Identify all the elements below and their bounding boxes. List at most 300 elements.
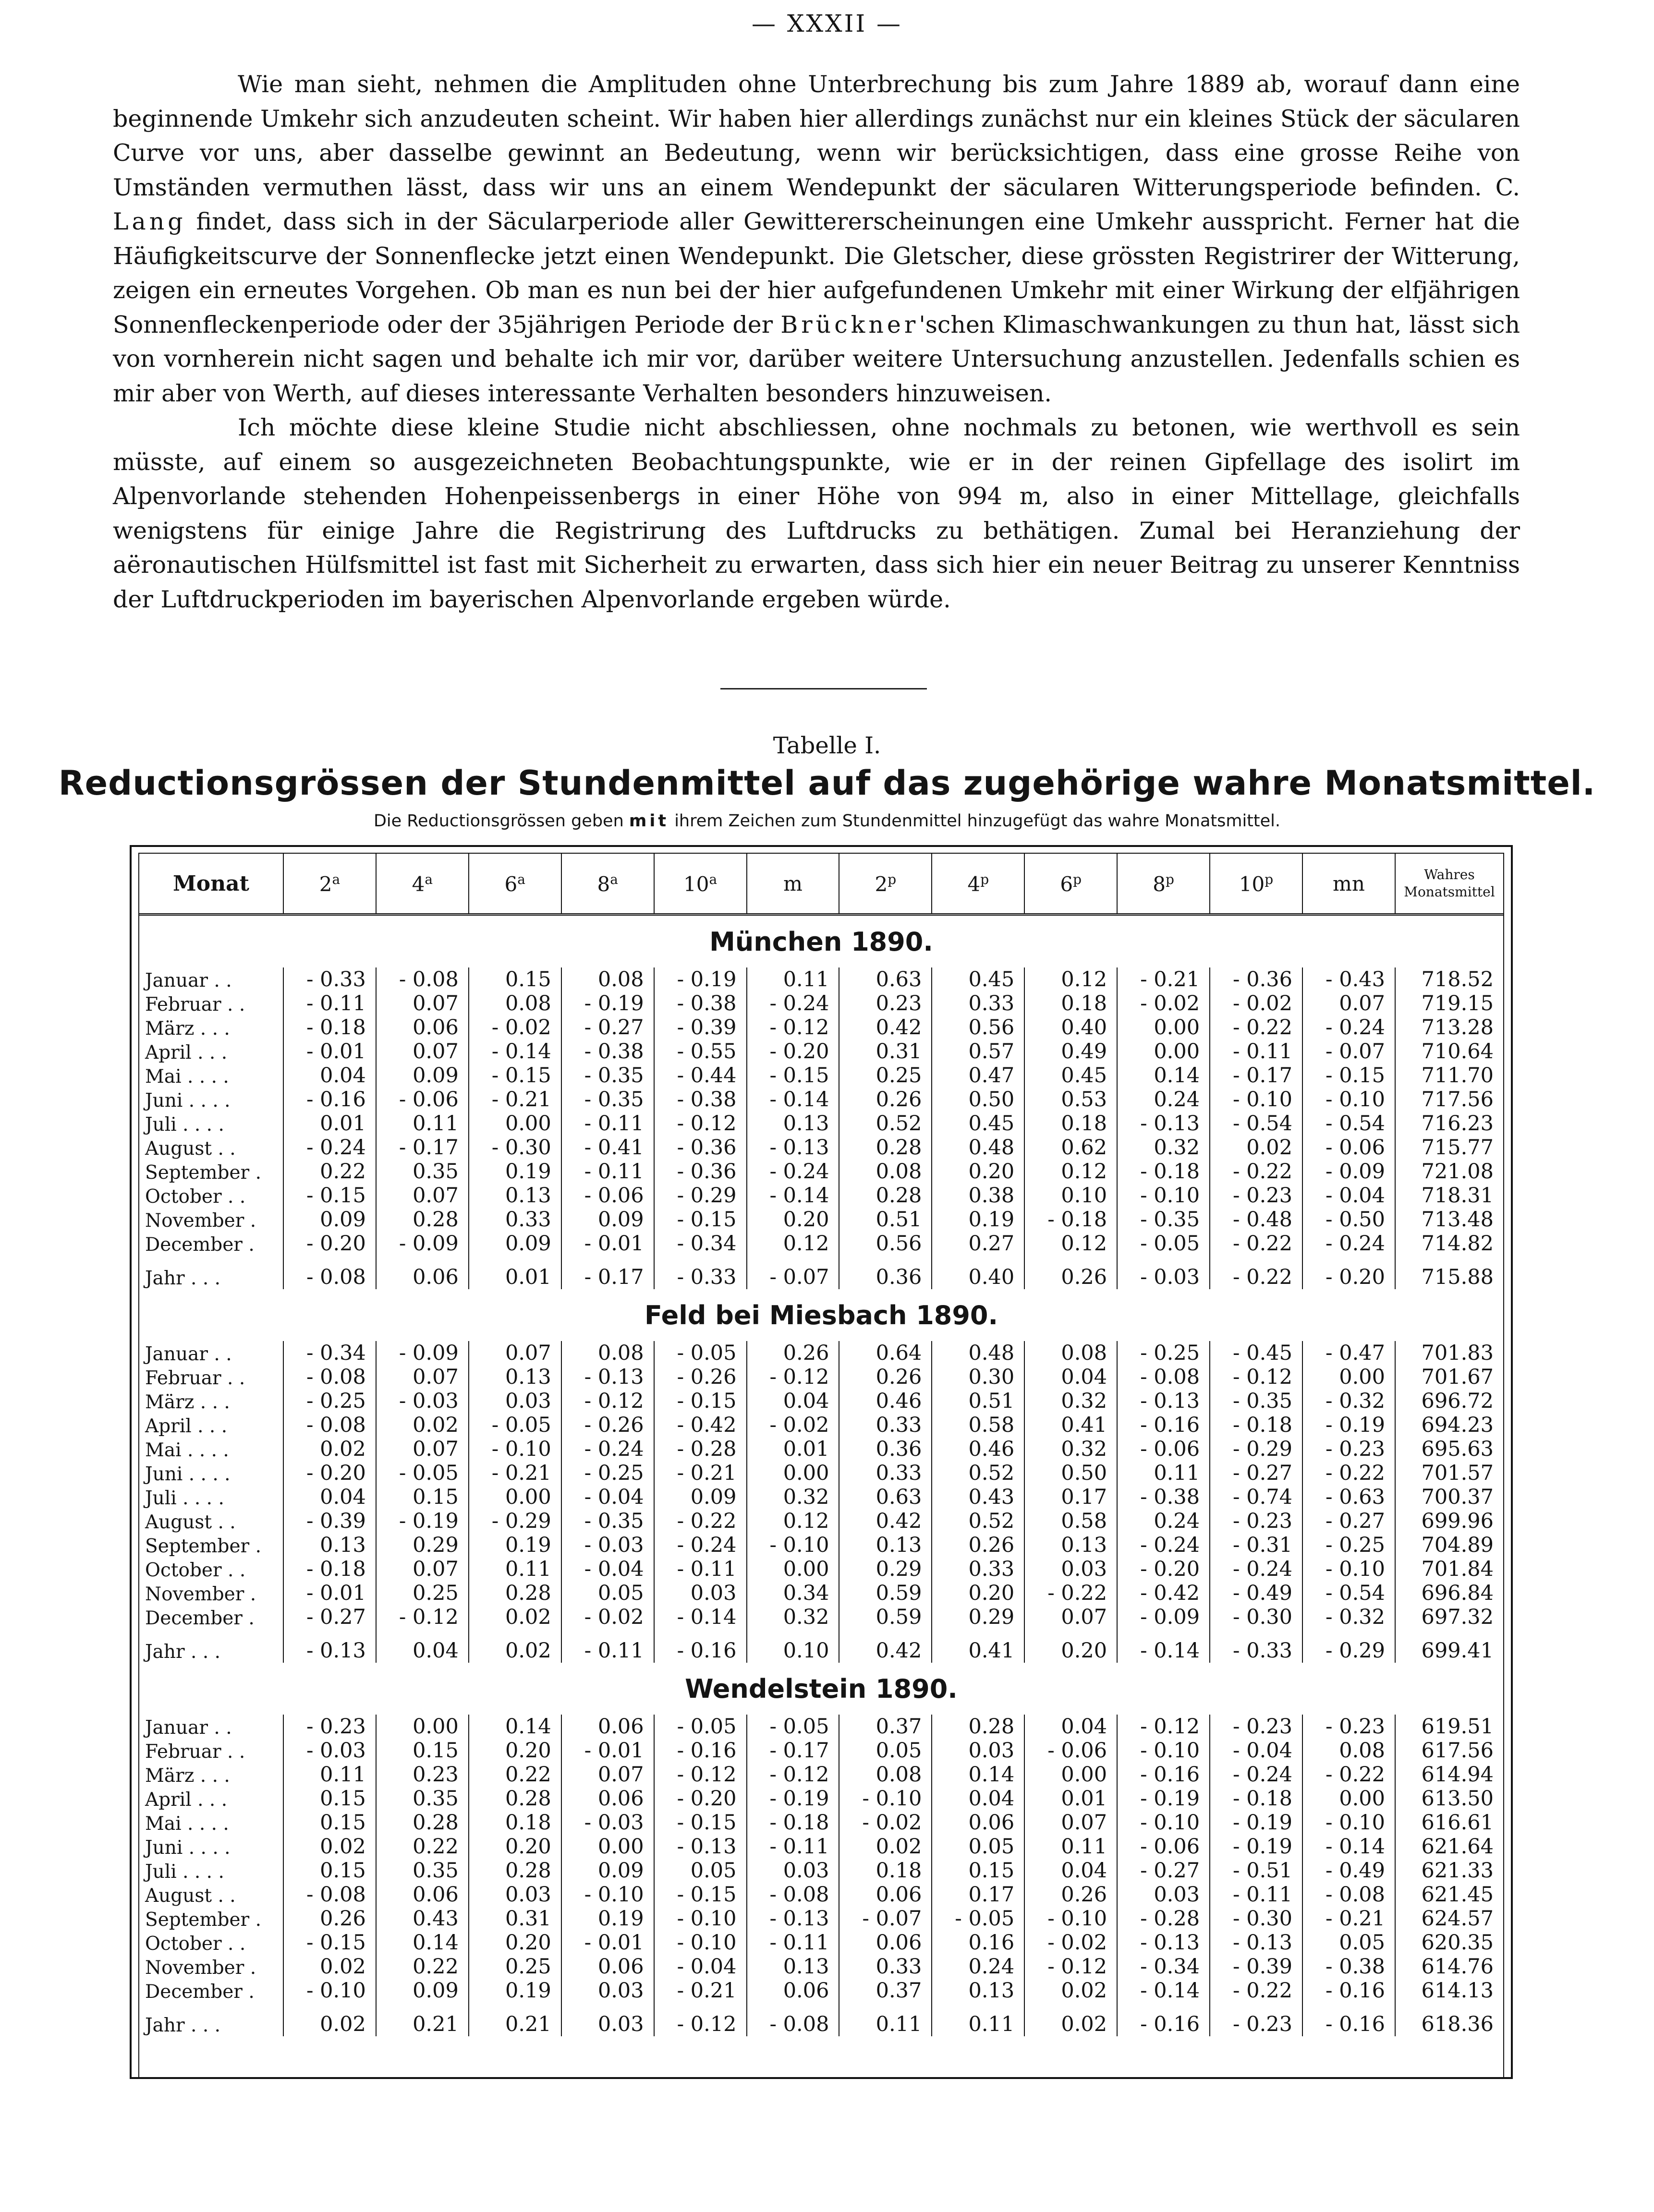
- year-value-cell: 0.02: [1024, 2003, 1117, 2036]
- value-cell: - 0.24: [747, 1160, 839, 1184]
- year-mean-cell: 715.88: [1421, 1265, 1494, 1289]
- value-cell: - 0.08: [747, 1883, 839, 1907]
- value-cell: - 0.19: [1302, 1413, 1395, 1437]
- value-cell: 0.24: [932, 1955, 1024, 1979]
- value-cell: 0.02: [1024, 1979, 1117, 2003]
- table-row: [139, 1811, 1503, 1835]
- month-cell: Januar . .: [139, 1715, 283, 1739]
- header-2a-sup: a: [332, 871, 341, 887]
- value-cell: 0.64: [839, 1341, 932, 1365]
- value-cell: - 0.19: [376, 1509, 469, 1533]
- monthly-mean-cell: 696.72: [1421, 1389, 1494, 1413]
- value-cell: - 0.19: [1210, 1835, 1302, 1859]
- value-cell: - 0.27: [1210, 1461, 1302, 1485]
- monthly-mean-cell: 711.70: [1421, 1064, 1494, 1088]
- value-cell: - 0.13: [747, 1907, 839, 1931]
- month-cell: November .: [139, 1208, 283, 1232]
- value-cell: - 0.05: [654, 1715, 747, 1739]
- header-6p-num: 6: [1060, 872, 1073, 896]
- table-row: [139, 1136, 1503, 1160]
- value-cell: 0.09: [376, 1064, 469, 1088]
- value-cell: 0.13: [932, 1979, 1024, 2003]
- value-cell: - 0.11: [747, 1835, 839, 1859]
- value-cell: - 0.08: [376, 967, 469, 991]
- value-cell: - 0.55: [654, 1040, 747, 1064]
- value-cell: 0.15: [283, 1811, 376, 1835]
- value-cell: 0.13: [469, 1365, 561, 1389]
- year-value-cell: 0.11: [932, 2003, 1024, 2036]
- value-cell: 0.20: [469, 1739, 561, 1763]
- value-cell: 0.34: [747, 1581, 839, 1605]
- value-cell: 0.09: [561, 1859, 654, 1883]
- value-cell: 0.24: [1117, 1088, 1210, 1112]
- value-cell: - 0.15: [654, 1389, 747, 1413]
- value-cell: - 0.20: [747, 1040, 839, 1064]
- header-8p-sup: p: [1166, 871, 1174, 887]
- year-value-cell: 0.36: [839, 1256, 932, 1289]
- value-cell: 0.05: [932, 1835, 1024, 1859]
- header-4a: [376, 854, 469, 915]
- value-cell: - 0.16: [1302, 1979, 1395, 2003]
- value-cell: - 0.24: [1302, 1232, 1395, 1256]
- value-cell: 0.52: [932, 1461, 1024, 1485]
- value-cell: 0.19: [932, 1208, 1024, 1232]
- year-value-cell: - 0.16: [1302, 2003, 1395, 2036]
- value-cell: - 0.38: [1302, 1955, 1395, 1979]
- value-cell: 0.48: [932, 1136, 1024, 1160]
- value-cell: 0.18: [1024, 991, 1117, 1015]
- year-value-cell: - 0.29: [1302, 1629, 1395, 1663]
- table-row: [139, 1341, 1503, 1365]
- value-cell: 0.25: [839, 1064, 932, 1088]
- month-cell: Juli . . . .: [139, 1485, 283, 1509]
- header-8a-sup: a: [610, 871, 618, 887]
- value-cell: 0.25: [469, 1955, 561, 1979]
- value-cell: 0.33: [839, 1413, 932, 1437]
- value-cell: - 0.49: [1302, 1859, 1395, 1883]
- monthly-mean-cell: 700.37: [1421, 1485, 1494, 1509]
- value-cell: - 0.16: [1117, 1413, 1210, 1437]
- year-value-cell: - 0.33: [654, 1256, 747, 1289]
- value-cell: 0.08: [1302, 1739, 1395, 1763]
- year-value-cell: 0.03: [561, 2003, 654, 2036]
- value-cell: - 0.11: [654, 1557, 747, 1581]
- value-cell: - 0.20: [1117, 1557, 1210, 1581]
- month-cell: September .: [139, 1907, 283, 1931]
- value-cell: 0.22: [376, 1835, 469, 1859]
- year-value-cell: 0.01: [469, 1256, 561, 1289]
- value-cell: - 0.29: [654, 1184, 747, 1208]
- value-cell: 0.53: [1024, 1088, 1117, 1112]
- value-cell: - 0.08: [283, 1883, 376, 1907]
- value-cell: 0.14: [1117, 1064, 1210, 1088]
- year-value-cell: - 0.07: [747, 1256, 839, 1289]
- value-cell: - 0.24: [283, 1136, 376, 1160]
- value-cell: - 0.15: [283, 1931, 376, 1955]
- year-value-cell: 0.10: [747, 1629, 839, 1663]
- value-cell: 0.56: [932, 1015, 1024, 1040]
- table-row: [139, 1835, 1503, 1859]
- monthly-mean-cell: 716.23: [1421, 1112, 1494, 1136]
- value-cell: - 0.23: [1302, 1437, 1395, 1461]
- header-2p-sup: p: [888, 871, 897, 887]
- value-cell: 0.07: [376, 991, 469, 1015]
- value-cell: 0.22: [469, 1763, 561, 1787]
- value-cell: 0.02: [283, 1955, 376, 1979]
- monthly-mean-cell: 619.51: [1421, 1715, 1494, 1739]
- value-cell: - 0.18: [1210, 1787, 1302, 1811]
- value-cell: 0.28: [469, 1787, 561, 1811]
- value-cell: 0.03: [654, 1581, 747, 1605]
- value-cell: 0.51: [932, 1389, 1024, 1413]
- value-cell: 0.15: [932, 1859, 1024, 1883]
- month-cell: Juni . . . .: [139, 1835, 283, 1859]
- header-10a: [654, 854, 747, 915]
- monthly-mean-cell: 721.08: [1421, 1160, 1494, 1184]
- value-cell: - 0.14: [654, 1605, 747, 1629]
- value-cell: - 0.05: [932, 1907, 1024, 1931]
- value-cell: 0.30: [932, 1365, 1024, 1389]
- table-row: [139, 1509, 1503, 1533]
- value-cell: - 0.20: [283, 1461, 376, 1485]
- value-cell: 0.32: [747, 1485, 839, 1509]
- header-4p: [932, 854, 1024, 915]
- station-row: [139, 1289, 1503, 1341]
- table-row: [139, 1979, 1503, 2003]
- value-cell: 0.07: [376, 1557, 469, 1581]
- value-cell: - 0.13: [1117, 1931, 1210, 1955]
- value-cell: 0.45: [1024, 1064, 1117, 1088]
- value-cell: 0.56: [839, 1232, 932, 1256]
- header-2p-num: 2: [875, 872, 888, 896]
- value-cell: - 0.35: [561, 1509, 654, 1533]
- value-cell: - 0.49: [1210, 1581, 1302, 1605]
- value-cell: 0.59: [839, 1605, 932, 1629]
- value-cell: - 0.10: [1117, 1811, 1210, 1835]
- value-cell: - 0.05: [376, 1461, 469, 1485]
- monthly-mean-cell: 620.35: [1421, 1931, 1494, 1955]
- value-cell: - 0.06: [376, 1088, 469, 1112]
- value-cell: - 0.15: [283, 1184, 376, 1208]
- monthly-mean-cell: 621.33: [1421, 1859, 1494, 1883]
- value-cell: - 0.10: [1302, 1557, 1395, 1581]
- value-cell: - 0.38: [654, 1088, 747, 1112]
- value-cell: - 0.25: [1302, 1533, 1395, 1557]
- table-row: [139, 1605, 1503, 1629]
- value-cell: 0.07: [561, 1763, 654, 1787]
- table-row: [139, 967, 1503, 991]
- month-cell: April . . .: [139, 1040, 283, 1064]
- table-row: [139, 1112, 1503, 1136]
- value-cell: 0.45: [932, 967, 1024, 991]
- value-cell: - 0.35: [561, 1088, 654, 1112]
- value-cell: - 0.15: [654, 1811, 747, 1835]
- paragraph-1-part-2: findet, dass sich in der Säcularperiode aller Gewittererscheinungen eine Umkehr ausspricht. Ferner hat die Häufigkeitscurve der Sonnenflecke jetzt einen Wendepunkt. Die Gletscher, diese grössten Registrirer der Witterung, zeigen ein erneutes Vorgehen. Ob man es nun bei der hier aufgefundenen Umkehr mit einer Wirkung der elfjährigen Sonnenfleckenperiode oder der 35jährigen Periode der: [113, 208, 1520, 338]
- year-value-cell: 0.21: [376, 2003, 469, 2036]
- value-cell: - 0.28: [1117, 1907, 1210, 1931]
- value-cell: - 0.05: [469, 1413, 561, 1437]
- value-cell: - 0.18: [1210, 1413, 1302, 1437]
- value-cell: 0.14: [376, 1931, 469, 1955]
- value-cell: - 0.23: [1210, 1715, 1302, 1739]
- value-cell: 0.11: [376, 1112, 469, 1136]
- value-cell: 0.48: [932, 1341, 1024, 1365]
- monthly-mean-cell: 696.84: [1421, 1581, 1494, 1605]
- value-cell: - 0.35: [1117, 1208, 1210, 1232]
- value-cell: - 0.51: [1210, 1859, 1302, 1883]
- table-row: [139, 1955, 1503, 1979]
- table-row: [139, 1763, 1503, 1787]
- value-cell: - 0.07: [1302, 1040, 1395, 1064]
- value-cell: - 0.04: [561, 1485, 654, 1509]
- value-cell: 0.18: [1024, 1112, 1117, 1136]
- value-cell: 0.57: [932, 1040, 1024, 1064]
- value-cell: 0.03: [469, 1389, 561, 1413]
- value-cell: - 0.36: [1210, 967, 1302, 991]
- value-cell: 0.22: [376, 1955, 469, 1979]
- value-cell: - 0.11: [561, 1112, 654, 1136]
- value-cell: - 0.09: [1302, 1160, 1395, 1184]
- value-cell: - 0.04: [561, 1557, 654, 1581]
- value-cell: - 0.04: [1210, 1739, 1302, 1763]
- value-cell: - 0.38: [654, 991, 747, 1015]
- value-cell: 0.07: [376, 1365, 469, 1389]
- value-cell: 0.28: [376, 1811, 469, 1835]
- table-row: [139, 1015, 1503, 1040]
- value-cell: - 0.44: [654, 1064, 747, 1088]
- value-cell: 0.50: [1024, 1461, 1117, 1485]
- month-cell: November .: [139, 1955, 283, 1979]
- page-number: — XXXII —: [751, 10, 903, 37]
- value-cell: 0.32: [1024, 1437, 1117, 1461]
- header-wahres-monatsmittel: [1395, 854, 1503, 915]
- month-cell: December .: [139, 1605, 283, 1629]
- value-cell: - 0.54: [1302, 1581, 1395, 1605]
- value-cell: - 0.35: [1210, 1389, 1302, 1413]
- value-cell: 0.17: [1024, 1485, 1117, 1509]
- table-row: [139, 1533, 1503, 1557]
- value-cell: 0.33: [932, 991, 1024, 1015]
- month-cell: Februar . .: [139, 1365, 283, 1389]
- value-cell: - 0.22: [1210, 1979, 1302, 2003]
- value-cell: 0.26: [839, 1088, 932, 1112]
- year-value-cell: - 0.14: [1117, 1629, 1210, 1663]
- value-cell: 0.17: [932, 1883, 1024, 1907]
- paragraph-1: [113, 67, 1520, 411]
- table-row: [139, 1461, 1503, 1485]
- month-cell: August . .: [139, 1509, 283, 1533]
- value-cell: - 0.27: [561, 1015, 654, 1040]
- value-cell: - 0.08: [1117, 1365, 1210, 1389]
- table-row: [139, 1859, 1503, 1883]
- month-cell: Juni . . . .: [139, 1461, 283, 1485]
- value-cell: - 0.01: [561, 1232, 654, 1256]
- value-cell: 0.42: [839, 1015, 932, 1040]
- value-cell: - 0.13: [654, 1835, 747, 1859]
- value-cell: - 0.39: [1210, 1955, 1302, 1979]
- value-cell: - 0.08: [283, 1413, 376, 1437]
- table-row: [139, 1739, 1503, 1763]
- value-cell: 0.23: [839, 991, 932, 1015]
- value-cell: 0.15: [469, 967, 561, 991]
- value-cell: 0.00: [561, 1835, 654, 1859]
- value-cell: 0.02: [283, 1835, 376, 1859]
- year-value-cell: 0.02: [283, 2003, 376, 2036]
- table-row: [139, 1437, 1503, 1461]
- value-cell: - 0.74: [1210, 1485, 1302, 1509]
- month-cell: Juli . . . .: [139, 1112, 283, 1136]
- value-cell: - 0.30: [1210, 1907, 1302, 1931]
- value-cell: - 0.18: [1024, 1208, 1117, 1232]
- value-cell: - 0.18: [747, 1811, 839, 1835]
- value-cell: 0.09: [283, 1208, 376, 1232]
- value-cell: 0.16: [932, 1931, 1024, 1955]
- value-cell: - 0.14: [469, 1040, 561, 1064]
- value-cell: - 0.17: [1210, 1064, 1302, 1088]
- month-cell: November .: [139, 1581, 283, 1605]
- value-cell: - 0.15: [1302, 1064, 1395, 1088]
- month-cell: Mai . . . .: [139, 1811, 283, 1835]
- value-cell: 0.12: [1024, 967, 1117, 991]
- value-cell: - 0.41: [561, 1136, 654, 1160]
- value-cell: - 0.14: [1302, 1835, 1395, 1859]
- header-4p-sup: p: [980, 871, 989, 887]
- value-cell: - 0.06: [1024, 1739, 1117, 1763]
- value-cell: 0.04: [932, 1787, 1024, 1811]
- month-cell: September .: [139, 1533, 283, 1557]
- value-cell: 0.04: [283, 1064, 376, 1088]
- value-cell: - 0.04: [654, 1955, 747, 1979]
- value-cell: 0.00: [1024, 1763, 1117, 1787]
- value-cell: - 0.06: [1302, 1136, 1395, 1160]
- month-cell: April . . .: [139, 1413, 283, 1437]
- value-cell: - 0.16: [1117, 1763, 1210, 1787]
- month-cell: Januar . .: [139, 1341, 283, 1365]
- value-cell: - 0.02: [1024, 1931, 1117, 1955]
- paragraph-1-part-3: 'schen Klimaschwankungen zu thun hat, lässt sich von vornherein nicht sagen und behalte ich mir vor, darüber weitere Untersuchung anzustellen. Jedenfalls schien es mir aber von Werth, auf dieses interessante Verhalten besonders hinzuweisen.: [113, 311, 1520, 407]
- value-cell: 0.32: [747, 1605, 839, 1629]
- value-cell: 0.35: [376, 1160, 469, 1184]
- value-cell: - 0.54: [1210, 1112, 1302, 1136]
- table-title: Reductionsgrössen der Stundenmittel auf das zugehörige wahre Monatsmittel.: [58, 763, 1596, 803]
- value-cell: - 0.07: [839, 1907, 932, 1931]
- header-2a: [283, 854, 376, 915]
- value-cell: 0.09: [654, 1485, 747, 1509]
- value-cell: 0.59: [839, 1581, 932, 1605]
- value-cell: - 0.22: [654, 1509, 747, 1533]
- month-cell: Mai . . . .: [139, 1064, 283, 1088]
- table-note-part-1: Die Reductionsgrössen geben: [373, 811, 629, 831]
- header-10p-sup: p: [1265, 871, 1274, 887]
- header-m: m: [747, 854, 839, 915]
- value-cell: 0.07: [1024, 1605, 1117, 1629]
- value-cell: 0.08: [1024, 1341, 1117, 1365]
- value-cell: 0.14: [932, 1763, 1024, 1787]
- table-row: [139, 1184, 1503, 1208]
- value-cell: 0.37: [839, 1715, 932, 1739]
- monthly-mean-cell: 704.89: [1421, 1533, 1494, 1557]
- station-title: München 1890.: [709, 926, 933, 957]
- value-cell: - 0.12: [561, 1389, 654, 1413]
- value-cell: - 0.19: [747, 1787, 839, 1811]
- value-cell: - 0.01: [283, 1040, 376, 1064]
- header-row: [139, 854, 1503, 915]
- value-cell: 0.02: [1210, 1136, 1302, 1160]
- value-cell: 0.25: [376, 1581, 469, 1605]
- monthly-mean-cell: 616.61: [1421, 1811, 1494, 1835]
- value-cell: 0.46: [932, 1437, 1024, 1461]
- value-cell: 0.28: [376, 1208, 469, 1232]
- value-cell: - 0.29: [1210, 1437, 1302, 1461]
- value-cell: 0.31: [469, 1907, 561, 1931]
- value-cell: 0.29: [376, 1533, 469, 1557]
- month-cell: Januar . .: [139, 967, 283, 991]
- station-row: [139, 1663, 1503, 1715]
- header-4a-num: 4: [412, 872, 425, 896]
- value-cell: 0.18: [469, 1811, 561, 1835]
- table-inner-frame: [138, 853, 1504, 2077]
- value-cell: - 0.02: [839, 1811, 932, 1835]
- value-cell: 0.08: [469, 991, 561, 1015]
- value-cell: 0.62: [1024, 1136, 1117, 1160]
- value-cell: - 0.11: [1210, 1040, 1302, 1064]
- value-cell: - 0.24: [1210, 1763, 1302, 1787]
- value-cell: 0.03: [747, 1859, 839, 1883]
- reduction-table: [139, 854, 1503, 2036]
- monthly-mean-cell: 717.56: [1421, 1088, 1494, 1112]
- monthly-mean-cell: 695.63: [1421, 1437, 1494, 1461]
- value-cell: 0.15: [376, 1739, 469, 1763]
- value-cell: 0.04: [747, 1389, 839, 1413]
- value-cell: - 0.16: [283, 1088, 376, 1112]
- header-2p: [839, 854, 932, 915]
- value-cell: - 0.24: [747, 991, 839, 1015]
- value-cell: - 0.11: [1210, 1883, 1302, 1907]
- value-cell: 0.58: [1024, 1509, 1117, 1533]
- year-value-cell: - 0.22: [1210, 1256, 1302, 1289]
- value-cell: - 0.13: [1117, 1112, 1210, 1136]
- value-cell: - 0.18: [1117, 1160, 1210, 1184]
- value-cell: 0.31: [839, 1040, 932, 1064]
- value-cell: 0.08: [561, 1341, 654, 1365]
- value-cell: - 0.15: [654, 1208, 747, 1232]
- value-cell: 0.00: [1117, 1015, 1210, 1040]
- year-value-cell: 0.06: [376, 1256, 469, 1289]
- monthly-mean-cell: 613.50: [1421, 1787, 1494, 1811]
- value-cell: 0.06: [839, 1931, 932, 1955]
- value-cell: 0.11: [469, 1557, 561, 1581]
- value-cell: 0.09: [561, 1208, 654, 1232]
- monthly-mean-cell: 614.94: [1421, 1763, 1494, 1787]
- year-value-cell: - 0.08: [283, 1256, 376, 1289]
- value-cell: 0.07: [376, 1184, 469, 1208]
- value-cell: - 0.14: [1117, 1979, 1210, 2003]
- header-8a-num: 8: [597, 872, 610, 896]
- paragraph-1-part-1: Wie man sieht, nehmen die Amplituden ohne Unterbrechung bis zum Jahre 1889 ab, worauf dann eine beginnende Umkehr sich anzudeuten scheint. Wir haben hier allerdings zunächst nur ein kleines Stück der säcularen Curve vor uns, aber dasselbe gewinnt an Bedeutung, wenn wir berücksichtigen, dass eine grosse Reihe von Umständen vermuthen lässt, dass wir uns an einem Wendepunkt der säcularen Witterungsperiode befinden. C.: [113, 71, 1520, 201]
- value-cell: 0.04: [283, 1485, 376, 1509]
- value-cell: 0.50: [932, 1088, 1024, 1112]
- table-row: [139, 1581, 1503, 1605]
- value-cell: 0.07: [376, 1040, 469, 1064]
- month-cell: October . .: [139, 1557, 283, 1581]
- value-cell: - 0.27: [1117, 1859, 1210, 1883]
- value-cell: - 0.36: [654, 1160, 747, 1184]
- year-value-cell: 0.21: [469, 2003, 561, 2036]
- value-cell: - 0.02: [561, 1605, 654, 1629]
- value-cell: 0.51: [839, 1208, 932, 1232]
- year-value-cell: 0.20: [1024, 1629, 1117, 1663]
- year-value-cell: - 0.13: [283, 1629, 376, 1663]
